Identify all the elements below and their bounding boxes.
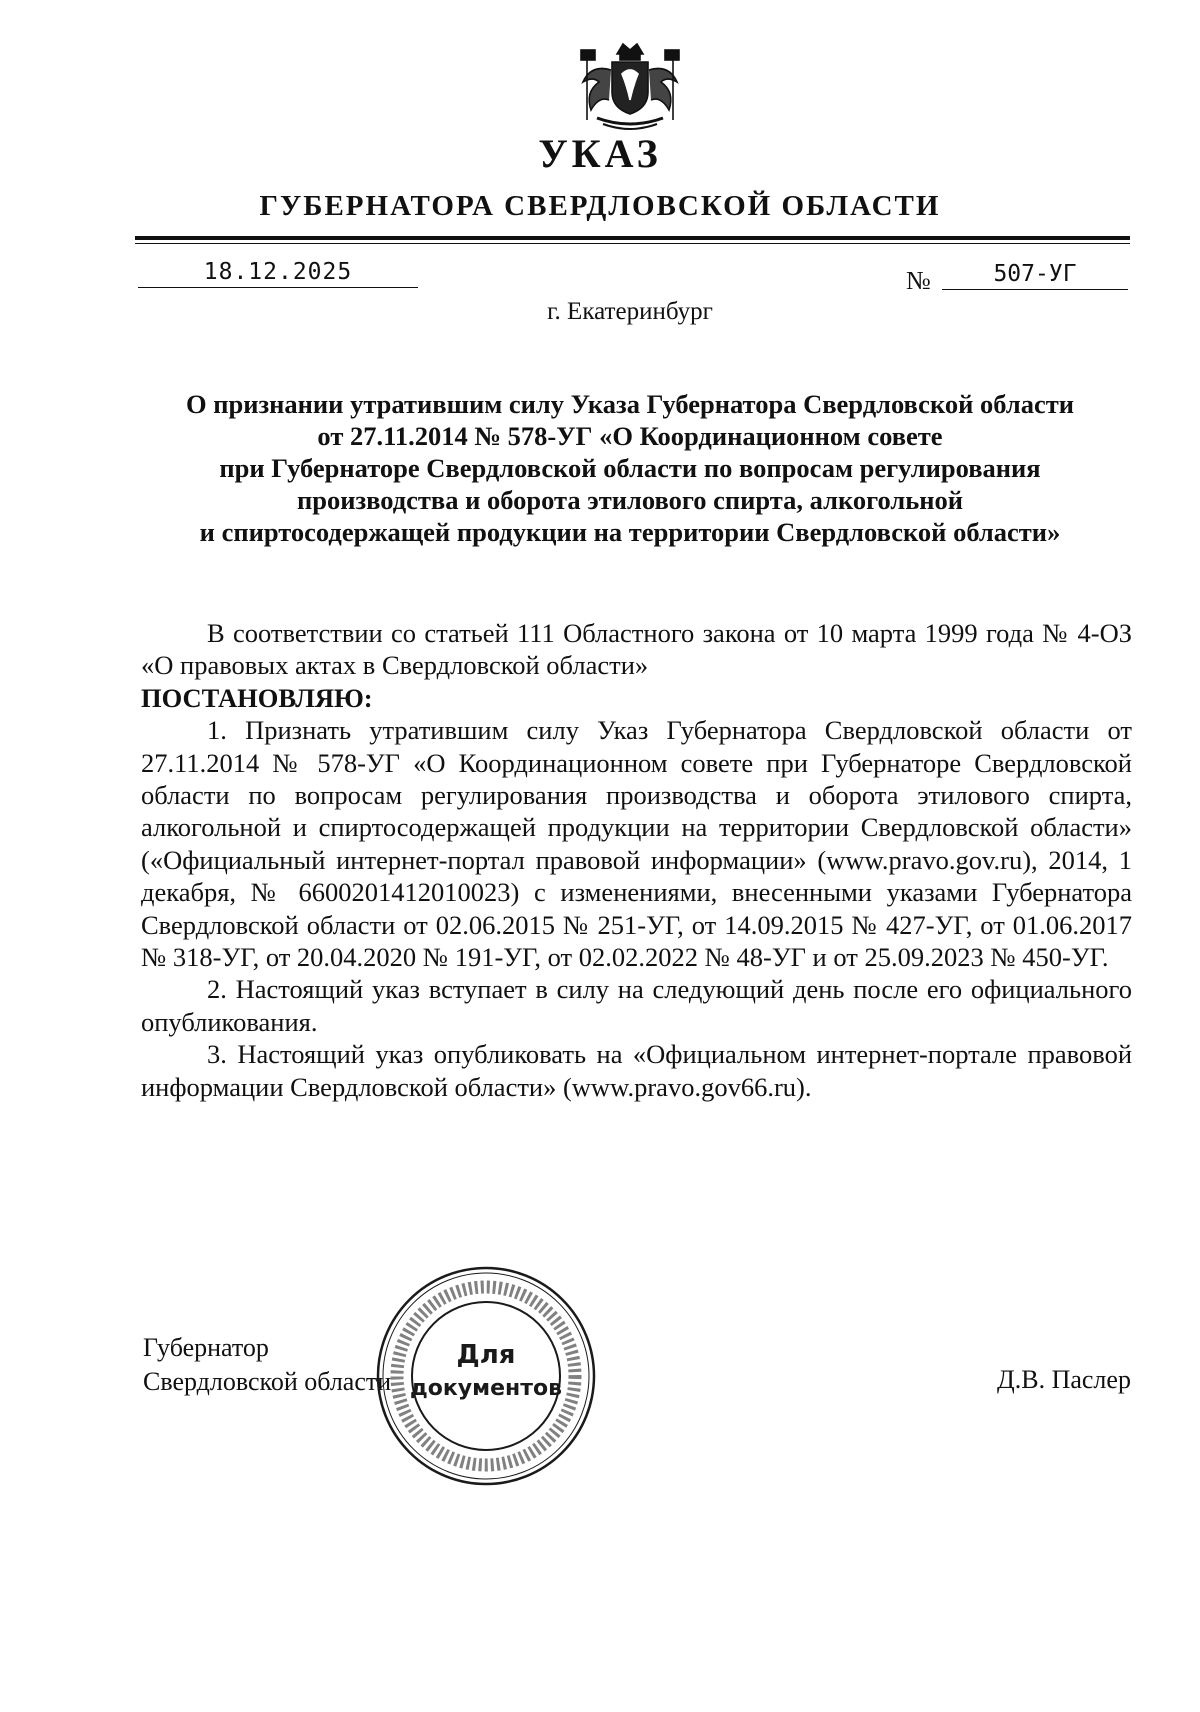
official-stamp [374, 1264, 598, 1488]
heading-line: О признании утратившим силу Указа Губернатора Свердловской области [185, 389, 1075, 419]
stamp-center-text [374, 1338, 598, 1406]
item-paragraph-3: 3. Настоящий указ опубликовать на «Официальном интернет-портале правовой информации Свердловской области» (www.pravo.gov66.ru). [141, 1039, 1132, 1102]
heading-line: и спиртосодержащей продукции на территории Свердловской области» [199, 517, 1061, 547]
preamble-paragraph: В соответствии со статьей 111 Областного закона от 10 марта 1999 года № 4-ОЗ «О правовых актах в Свердловской области» [141, 618, 1132, 681]
signatory-title-line: Свердловской области [143, 1367, 392, 1396]
document-body [141, 617, 1132, 1103]
coat-of-arms-emblem [567, 34, 693, 136]
document-date: 18.12.2025 [138, 259, 418, 288]
issuing-authority: ГУБЕРНАТОРА СВЕРДЛОВСКОЙ ОБЛАСТИ [259, 190, 941, 222]
signatory-name: Д.В. Паслер [997, 1365, 1131, 1394]
stamp-center-line: Для [456, 1340, 516, 1370]
city: г. Екатеринбург [547, 298, 713, 325]
header-rule-thick [135, 236, 1130, 240]
item-paragraph-2: 2. Настоящий указ вступает в силу на следующий день после его официального опубликования. [141, 974, 1132, 1037]
document-number: 507-УГ [942, 261, 1128, 290]
item-paragraph-1: 1. Признать утратившим силу Указ Губернатора Свердловской области от 27.11.2014 № 578-УГ «О Координационном совете при Губернаторе Свердловской области по вопросам регулирования производства и оборота этилового спирта, алкогольной и спиртосодержащей продукции на территории Свердловской области» («Официальный интернет-портал правовой информации» (www.pravo.gov.ru), 2014, 1 декабря, № 6600201412010023) с изменениями, внесенными указами Губернатора Свердловской области от 02.06.2015 № 251-УГ, от 14.09.2015 № 427-УГ, от 01.06.2017 № 318-УГ, от 20.04.2020 № 191-УГ, от 02.02.2022 № 48-УГ и от 25.09.2023 № 450-УГ. [141, 715, 1132, 973]
heading-line: производства и оборота этилового спирта, алкогольной [296, 485, 964, 515]
heading-line: от 27.11.2014 № 578-УГ «О Координационном совете [317, 421, 943, 451]
signatory-title [143, 1331, 391, 1399]
decree-word: ПОСТАНОВЛЯЮ: [141, 682, 373, 713]
header-rule-thin [135, 243, 1130, 244]
document-type-title: УКАЗ [538, 131, 662, 176]
signatory-title-line: Губернатор [143, 1333, 269, 1362]
document-heading [120, 388, 1140, 548]
stamp-center-line: документов [409, 1376, 563, 1401]
number-sign: № [906, 266, 931, 295]
heading-line: при Губернаторе Свердловской области по вопросам регулирования [219, 453, 1041, 483]
